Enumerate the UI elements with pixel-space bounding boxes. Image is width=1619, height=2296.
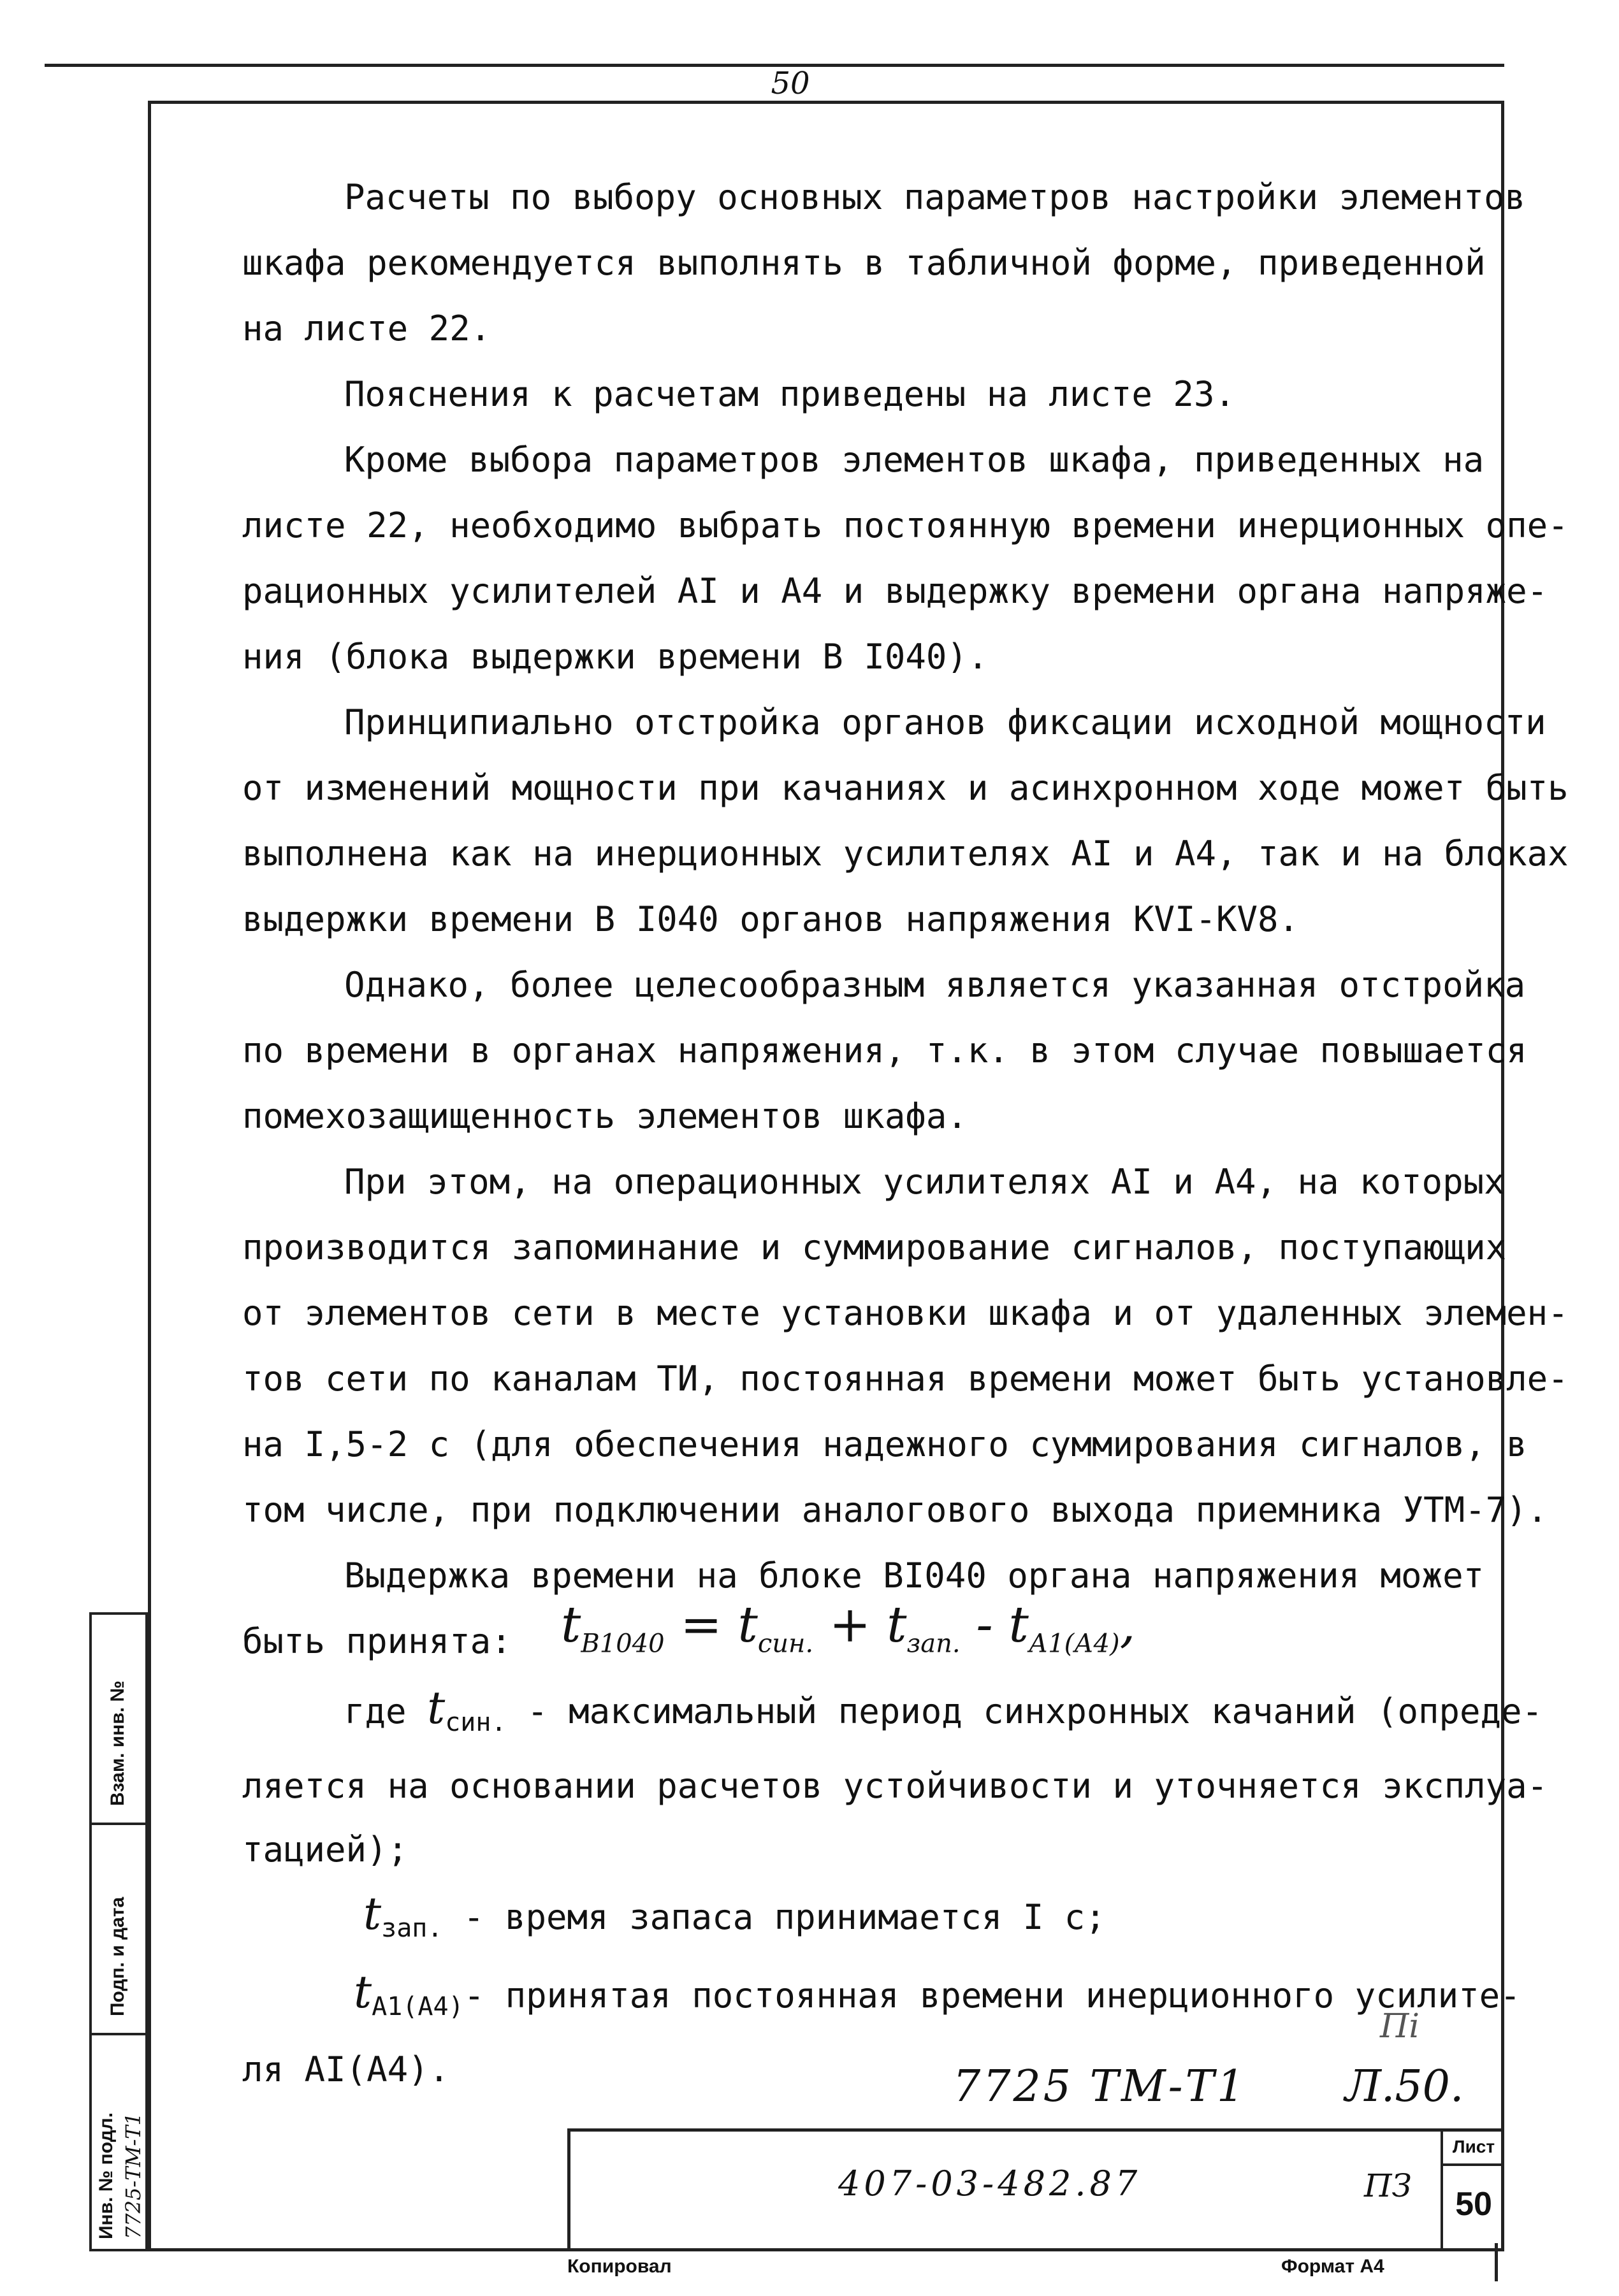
definition-2-line — [242, 1882, 1485, 1960]
sheet-label: Лист — [1443, 2132, 1504, 2166]
binding-strip — [89, 1612, 148, 2251]
paragraph-6-line-5: на I,5-2 с (для обеспечения надежного суммирования сигналов, в — [242, 1424, 1527, 1464]
formula-term-1-sub: син. — [757, 1629, 814, 1659]
footer-format: Формат А4 — [1281, 2256, 1384, 2277]
formula-equals: = — [680, 1596, 738, 1654]
handwritten-sheet: Л.50. — [1345, 2061, 1464, 2112]
strip-cell-original-inv — [92, 2035, 145, 2249]
formula-plus: + — [829, 1596, 887, 1654]
formula-lhs: t — [561, 1596, 581, 1654]
definition-1-symbol-sub: син. — [445, 1707, 507, 1737]
paragraph-5-line-2: по времени в органах напряжения, т.к. в этом случае повышается — [242, 1030, 1527, 1071]
definition-2-symbol-sub: зап. — [381, 1913, 443, 1943]
definition-3-symbol-sub: А1(А4) — [372, 1991, 464, 2021]
definition-1-line-3: тацией); — [242, 1829, 409, 1870]
definition-3-text-a: - принятая постоянная времени инерционного усилите- — [463, 1975, 1521, 2016]
definition-1-line-2: ляется на основании расчетов устойчивости и уточняется эксплуа- — [242, 1765, 1548, 1806]
definition-3-symbol: t — [354, 1965, 372, 2018]
paragraph-4-line-2: от изменений мощности при качаниях и асинхронном ходе может быть — [242, 768, 1569, 808]
document-stage: ПЗ — [1364, 2167, 1412, 2204]
paragraph-1-line-1: Расчеты по выбору основных параметров настройки элементов — [344, 177, 1526, 217]
paragraph-6-line-6: том числе, при подключении аналогового выхода приемника УТМ-7). — [242, 1490, 1548, 1530]
formula-minus: - — [976, 1596, 1009, 1654]
formula-lhs-sub: В1040 — [581, 1629, 665, 1659]
formula-term-2-sub: зап. — [906, 1629, 961, 1659]
definition-2-symbol: t — [363, 1887, 382, 1940]
handwritten-code: 7725 ТМ-Т1 — [953, 2061, 1247, 2112]
strip-label-replaced-inv: Взам. инв. № — [107, 1680, 128, 1806]
formula-term-3: t — [1008, 1596, 1029, 1654]
paragraph-3-line-3: рационных усилителей АI и А4 и выдержку времени органа напряже- — [242, 571, 1548, 611]
page-number: 50 — [771, 66, 810, 101]
strip-inv-code: 7725-ТМ-Т1 — [121, 2112, 145, 2239]
definition-1-line-1 — [242, 1676, 1543, 1754]
paragraph-4-line-4: выдержки времени В I040 органов напряжения KVI-KV8. — [242, 899, 1300, 939]
strip-label-signature-date: Подп. и дата — [107, 1896, 128, 2016]
formula-term-2: t — [887, 1596, 907, 1654]
strip-cell-replaced-inv — [92, 1615, 145, 1825]
paragraph-3-line-1: Кроме выбора параметров элементов шкафа, приведенных на — [344, 440, 1485, 480]
formula-term-1: t — [737, 1596, 758, 1654]
paragraph-6-line-4: тов сети по каналам ТИ, постоянная времени может быть установле- — [242, 1359, 1569, 1399]
definition-1-text-a: - максимальный период синхронных качаний (опреде- — [527, 1691, 1543, 1731]
paragraph-5-line-1: Однако, более целесообразным является указанная отстройка — [344, 965, 1526, 1005]
sheet-column — [1441, 2132, 1504, 2251]
paragraph-6-line-2: производится запоминание и суммирование сигналов, поступающих — [242, 1227, 1507, 1267]
paragraph-6-line-3: от элементов сети в месте установки шкафа и от удаленных элемен- — [242, 1293, 1569, 1333]
paragraph-5-line-3: помехозащищенность элементов шкафа. — [242, 1096, 968, 1136]
paragraph-6-line-1: При этом, на операционных усилителях АI и А4, на которых — [344, 1162, 1505, 1202]
formula-term-3-sub: А1(А4) — [1028, 1629, 1120, 1659]
paragraph-3-line-2: листе 22, необходимо выбрать постоянную времени инерционных опе- — [242, 505, 1569, 545]
formula — [561, 1593, 1135, 1676]
definition-3-line-1 — [242, 1960, 1521, 2039]
definition-2-text: - время запаса принимается I с; — [463, 1896, 1106, 1937]
formula-tail: , — [1119, 1596, 1136, 1654]
handwritten-mark: Пi — [1380, 2007, 1419, 2046]
definition-intro: где — [344, 1691, 407, 1731]
paragraph-1-line-3: на листе 22. — [242, 308, 491, 349]
strip-label-original-inv: Инв. № подл. — [96, 2112, 117, 2239]
title-block — [567, 2128, 1504, 2251]
paragraph-3-line-4: ния (блока выдержки времени В I040). — [242, 637, 989, 677]
document-code: 407-03-482.87 — [838, 2163, 1142, 2204]
definition-3-line-2: ля АI(А4). — [242, 2049, 450, 2090]
paragraph-1-line-2: шкафа рекомендуется выполнять в табличной форме, приведенной — [242, 243, 1486, 283]
body-text — [242, 164, 1569, 1674]
paragraph-4-line-3: выполнена как на инерционных усилителях АI и А4, так и на блоках — [242, 834, 1569, 874]
footer-copied: Копировал — [567, 2256, 672, 2277]
strip-cell-signature-date — [92, 1825, 145, 2035]
definitions — [242, 1676, 1548, 2102]
paragraph-7-line-2: быть принята: — [242, 1621, 512, 1661]
paragraph-7-line-1: Выдержка времени на блоке ВI040 органа напряжения может — [344, 1556, 1485, 1596]
definition-1-symbol: t — [427, 1682, 446, 1734]
paragraph-4-line-1: Принципиально отстройка органов фиксации исходной мощности — [344, 702, 1546, 742]
paragraph-2-line-1: Пояснения к расчетам приведены на листе 23. — [344, 374, 1235, 414]
frame-tick — [1495, 2243, 1498, 2281]
sheet-number: 50 — [1455, 2186, 1492, 2223]
